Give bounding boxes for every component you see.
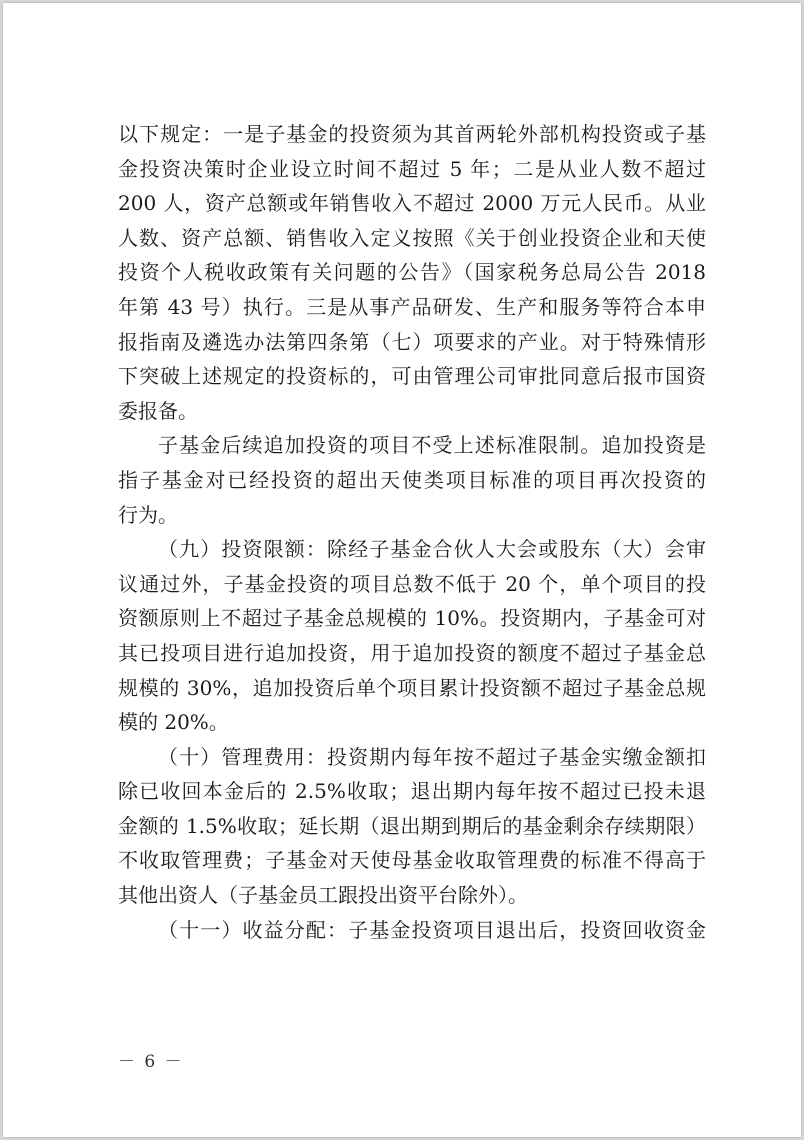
text-line: 模的 20%。	[118, 710, 229, 735]
text-line: 其他出资人（子基金员工跟投出资平台除外）。	[118, 883, 528, 908]
text-line: （九）投资限额：除经子基金合伙人大会或股东（大）会审	[158, 537, 706, 562]
text-line: 投资个人税收政策有关问题的公告》（国家税务总局公告 2018	[118, 260, 706, 285]
text-line: 子基金后续追加投资的项目不受上述标准限制。追加投资是	[158, 433, 706, 458]
text-line: 下突破上述规定的投资标的，可由管理公司审批同意后报市国资	[118, 364, 706, 389]
text-line: （十一）收益分配：子基金投资项目退出后，投资回收资金	[158, 917, 706, 942]
text-line: 不收取管理费；子基金对天使母基金收取管理费的标准不得高于	[118, 848, 706, 873]
text-line: 金投资决策时企业设立时间不超过 5 年；二是从业人数不超过	[118, 156, 706, 181]
page-number: － 6 －	[118, 1052, 184, 1072]
text-line: 资额原则上不超过子基金总规模的 10%。投资期内，子基金可对	[118, 606, 706, 631]
paragraph	[118, 740, 706, 913]
text-line: 议通过外，子基金投资的项目总数不低于 20 个，单个项目的投	[118, 571, 706, 596]
text-line: （十）管理费用：投资期内每年按不超过子基金实缴金额扣	[158, 744, 706, 769]
body-text	[118, 117, 706, 947]
document-page	[3, 3, 801, 1137]
text-line: 除已收回本金后的 2.5%收取；退出期内每年按不超过已投未退	[118, 779, 706, 804]
text-line: 指子基金对已经投资的超出天使类项目标准的项目再次投资的	[118, 467, 706, 492]
text-line: 其已投项目进行追加投资，用于追加投资的额度不超过子基金总	[118, 640, 706, 665]
paragraph	[118, 532, 706, 740]
paragraph	[118, 913, 706, 948]
paragraph	[118, 117, 706, 428]
text-line: 金额的 1.5%收取；延长期（退出期到期后的基金剩余存续期限）	[118, 813, 706, 838]
text-line: 规模的 30%，追加投资后单个项目累计投资额不超过子基金总规	[118, 675, 706, 700]
text-line: 委报备。	[118, 398, 198, 423]
text-line: 200 人，资产总额或年销售收入不超过 2000 万元人民币。从业	[118, 191, 706, 216]
text-line: 年第 43 号）执行。三是从事产品研发、生产和服务等符合本申	[118, 294, 706, 319]
text-line: 行为。	[118, 502, 178, 527]
text-line: 人数、资产总额、销售收入定义按照《关于创业投资企业和天使	[118, 225, 706, 250]
text-line: 报指南及遴选办法第四条第（七）项要求的产业。对于特殊情形	[118, 329, 706, 354]
text-line: 以下规定：一是子基金的投资须为其首两轮外部机构投资或子基	[118, 122, 706, 146]
paragraph	[118, 428, 706, 532]
